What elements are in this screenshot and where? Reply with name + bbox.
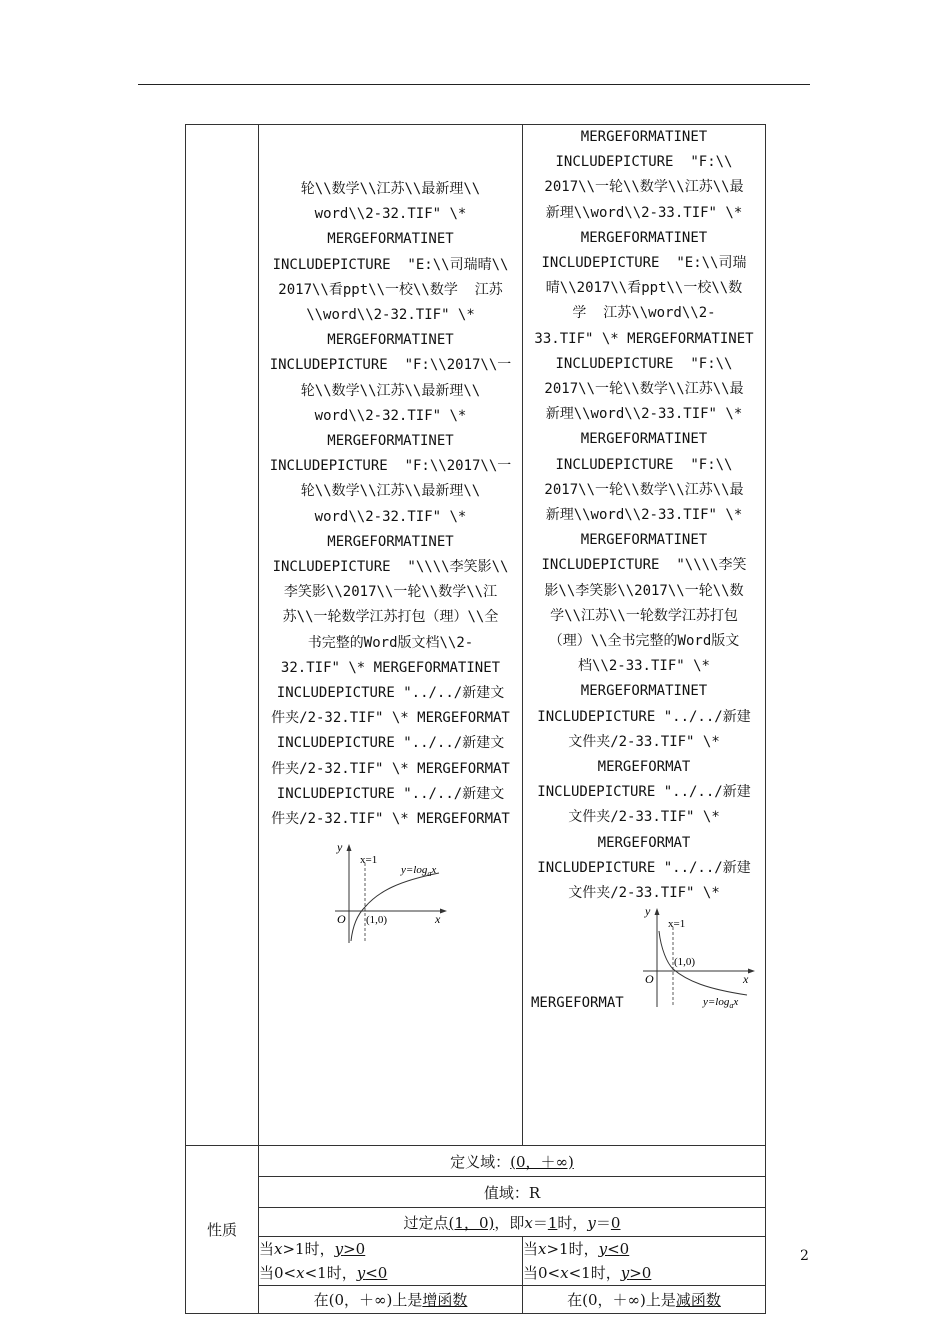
field-code-tail-right: MERGEFORMAT <box>531 995 624 1011</box>
graph-log-increasing <box>329 841 449 945</box>
sign-cell-increasing: 当x>1时，y>0 当0<x<1时，y<0 <box>259 1237 523 1286</box>
log-function-table <box>185 124 766 1314</box>
domain-row <box>186 1146 766 1177</box>
axis-x-label: x <box>743 972 749 986</box>
header-rule <box>138 84 810 85</box>
range-value: R <box>528 1183 541 1202</box>
field-code-text-left: 轮\\数学\\江苏\\最新理\\ word\\2-32.TIF" \* MERGEFORMATINET INCLUDEPICTURE "E:\\司瑞晴\\ 2017\\看ppt\\一校\\数学 江苏 \\word\\2-32.TIF" \* MERGEFORMATINET INCLUDEPICTURE "F:\\2017\\一 轮\\数学\\江苏\\最新理\\ word\\2-32.TIF" \* MERGEFORMATINET INCLUDEPICTURE "F:\\2017\\一 轮\\数学\\江苏\\最新理\\ word\\2-32.TIF" \* MERGEFORMATINET INCLUDEPICTURE "\\\\李笑影\\ 李笑影\\2017\\一轮\\数学\\江 苏\\一轮数学江苏打包（理）\\全 书完整的Word版文档\\2- 32.TIF" \* MERGEFORMATINET INCLUDEPICTURE "../../新建文 件夹/2-32.TIF" \* MERGEFORMAT INCLUDEPICTURE "../../新建文 件夹/2-32.TIF" \* MERGEFORMAT INCLUDEPICTURE "../../新建文 件夹/2-32.TIF" \* MERGEFORMAT <box>269 181 512 828</box>
graph-row-label-cell <box>186 125 259 1146</box>
origin-label: O <box>337 912 346 926</box>
axis-y-label: y <box>337 841 343 854</box>
graph-row <box>186 125 766 1146</box>
mono-cell-increasing: 在(0，＋∞)上是增函数 <box>259 1286 523 1314</box>
point-label: (1,0) <box>674 956 696 968</box>
curve-label: $y=\log_ax$ <box>703 996 739 1009</box>
line-label: x=1 <box>360 854 378 866</box>
axis-x-label: x <box>435 912 441 926</box>
graph-cell-decreasing <box>523 125 766 1146</box>
range-cell: 值域：R <box>259 1177 766 1208</box>
page-number: 2 <box>800 1248 809 1264</box>
field-code-text-right: MERGEFORMATINET INCLUDEPICTURE "F:\\ 2017\\一轮\\数学\\江苏\\最 新理\\word\\2-33.TIF" \* MERGEFORMATINET INCLUDEPICTURE "E:\\司瑞 晴\\2017\\看ppt\\一校\\数 学 江苏\\word\\2- 33.TIF" \* MERGEFORMATINET INCLUDEPICTURE "F:\\ 2017\\一轮\\数学\\江苏\\最 新理\\word\\2-33.TIF" \* MERGEFORMATINET INCLUDEPICTURE "F:\\ 2017\\一轮\\数学\\江苏\\最 新理\\word\\2-33.TIF" \* MERGEFORMATINET INCLUDEPICTURE "\\\\李笑 影\\李笑影\\2017\\一轮\\数 学\\江苏\\一轮数学江苏打包 （理）\\全书完整的Word版文 档\\2-33.TIF" \* MERGEFORMATINET INCLUDEPICTURE "../../新建 文件夹/2-33.TIF" \* MERGEFORMAT INCLUDEPICTURE "../../新建 文件夹/2-33.TIF" \* MERGEFORMAT INCLUDEPICTURE "../../新建 文件夹/2-33.TIF" \* <box>534 129 754 902</box>
domain-value: (0，＋∞) <box>510 1152 574 1171</box>
graph-cell-increasing <box>259 125 523 1146</box>
monotonicity-row <box>186 1286 766 1314</box>
mono-cell-decreasing: 在(0，＋∞)上是减函数 <box>523 1286 766 1314</box>
sign-cell-decreasing: 当x>1时，y<0 当0<x<1时，y>0 <box>523 1237 766 1286</box>
origin-label: O <box>645 972 654 986</box>
axis-y-label: y <box>645 905 651 918</box>
point-label: (1,0) <box>366 914 388 926</box>
line-label: x=1 <box>668 918 686 930</box>
sign-row <box>186 1237 766 1286</box>
domain-cell: 定义域：(0，＋∞) <box>259 1146 766 1177</box>
fixed-point-row <box>186 1208 766 1237</box>
range-row <box>186 1177 766 1208</box>
fixed-point-cell: 过定点(1，0)，即x＝1时，y＝0 <box>259 1208 766 1237</box>
graph-log-decreasing <box>637 905 757 1009</box>
properties-label: 性质 <box>186 1146 259 1314</box>
curve-label: $y=\log_ax$ <box>401 864 437 878</box>
